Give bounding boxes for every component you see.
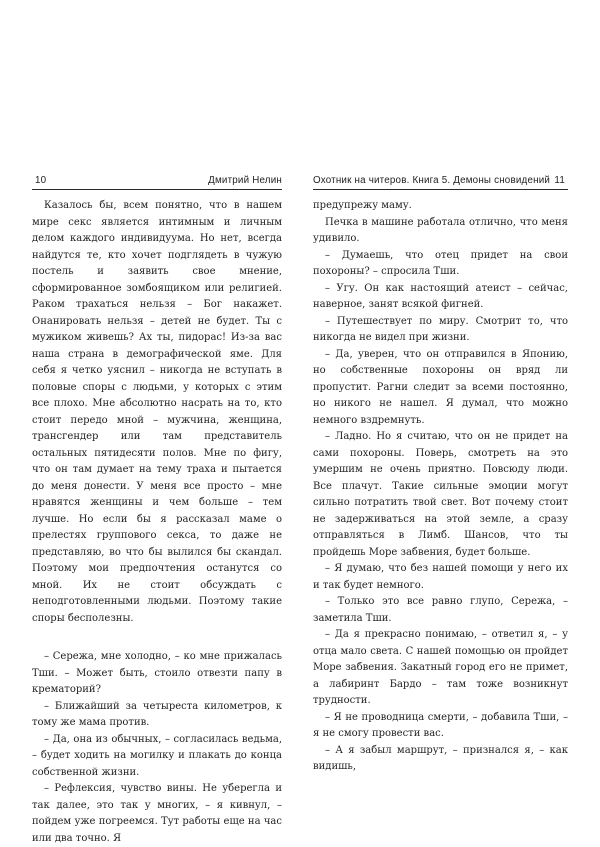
left-page — [32, 172, 282, 847]
section-break — [32, 627, 282, 649]
left-page-text — [32, 198, 282, 847]
paragraph: – Да, уверен, что он отправился в Японию, но собственные похороны он вряд ли пропустит. Рагни следит за всеми постоянно, но никого не нашел. Я думал, что можно немного вздремнуть. — [313, 348, 568, 426]
right-running-title: Охотник на читеров. Книга 5. Демоны сновидений — [313, 175, 551, 186]
paragraph: – Я не проводница смерти, – добавила Тши, – я не смогу провести вас. — [313, 711, 568, 739]
paragraph: – Ближайший за четыреста километров, к тому же мама против. — [32, 700, 282, 728]
right-page — [313, 172, 568, 776]
paragraph: – А я забыл маршрут, – признался я, – как видишь, — [313, 744, 568, 772]
left-running-head — [32, 172, 282, 190]
paragraph: – Да, она из обычных, – согласилась ведьма, – будет ходить на могилку и плакать до конца собственной жизни. — [32, 733, 282, 778]
paragraph: – Думаешь, что отец придет на свои похороны? – спросила Тши. — [313, 249, 568, 277]
paragraph: – Рефлексия, чувство вины. Не уберегла и так далее, это так у многих, – я кивнул, – пойдем уже погреемся. Тут работы еще на час или два точно. Я — [32, 783, 282, 844]
paragraph: Казалось бы, всем понятно, что в нашем мире секс является интимным и личным делом каждого индивидуума. Но нет, всегда найдутся те, кто хочет подглядеть в чужую постель и заявить свое мнение, сформированное зомбоящиком или религией. Раком трахаться нельзя – Бог накажет. Онанировать нельзя – детей не будет. Ты с мужиком живешь? Ах ты, пидорас! Из-за вас наша страна в демографической яме. Для себя я четко уяснил – никогда не вступать в половые споры с людьми, у которых с этим все плохо. Мне абсолютно насрать на то, кто стоит передо мной – мужчина, женщина, трансгендер или там представитель остальных пятидесяти полов. Мне по фигу, что он там думает на тему траха и пытается до меня донести. У меня все просто – мне нравятся женщины и чем больше – тем лучше. Но если бы я рассказал маме о прелестях группового секса, то даже не представляю, во что бы вылился бы скандал. Поэтому мои предпочтения останутся со мной. Их не стоит обсуждать с неподготовленными людьми. Поэтому такие споры бесполезны. — [32, 200, 282, 624]
paragraph: – Сережа, мне холодно, – ко мне прижалась Тши. – Может быть, стоило отвезти папу в крематорий? — [32, 651, 282, 695]
right-page-text — [313, 198, 568, 776]
paragraph: – Угу. Он как настоящий атеист – сейчас, наверное, занят всякой фигней. — [313, 282, 568, 310]
paragraph: – Только это все равно глупо, Сережа, – заметила Тши. — [313, 596, 568, 624]
paragraph: Печка в машине работала отлично, что меня удивило. — [313, 216, 568, 244]
right-running-head — [313, 172, 568, 190]
right-page-number: 11 — [554, 175, 565, 186]
paragraph: – Да я прекрасно понимаю, – ответил я, – у отца мало света. С нашей помощью он пройдет Море забвения. Закатный город его не примет, а лабиринт Бардо – там тоже возникнут трудности. — [313, 629, 568, 706]
paragraph: – Ладно. Но я считаю, что он не придет на сами похороны. Поверь, смотреть на это умершим не очень приятно. Повсюду люди. Все плачут. Такие сильные эмоции могут сильно потратить твой свет. Вот почему стоит не задерживаться на этой земле, а сразу отправляться в Лимб. Шансов, что ты пройдешь Море забвения, будет больше. — [313, 431, 568, 558]
paragraph: – Путешествует по миру. Смотрит то, что никогда не видел при жизни. — [313, 315, 568, 343]
paragraph-continuation: предупрежу маму. — [313, 200, 412, 211]
left-running-title: Дмитрий Нелин — [208, 175, 282, 186]
left-page-number: 10 — [35, 175, 47, 186]
paragraph: – Я думаю, что без нашей помощи у него их и так будет немного. — [313, 563, 568, 591]
